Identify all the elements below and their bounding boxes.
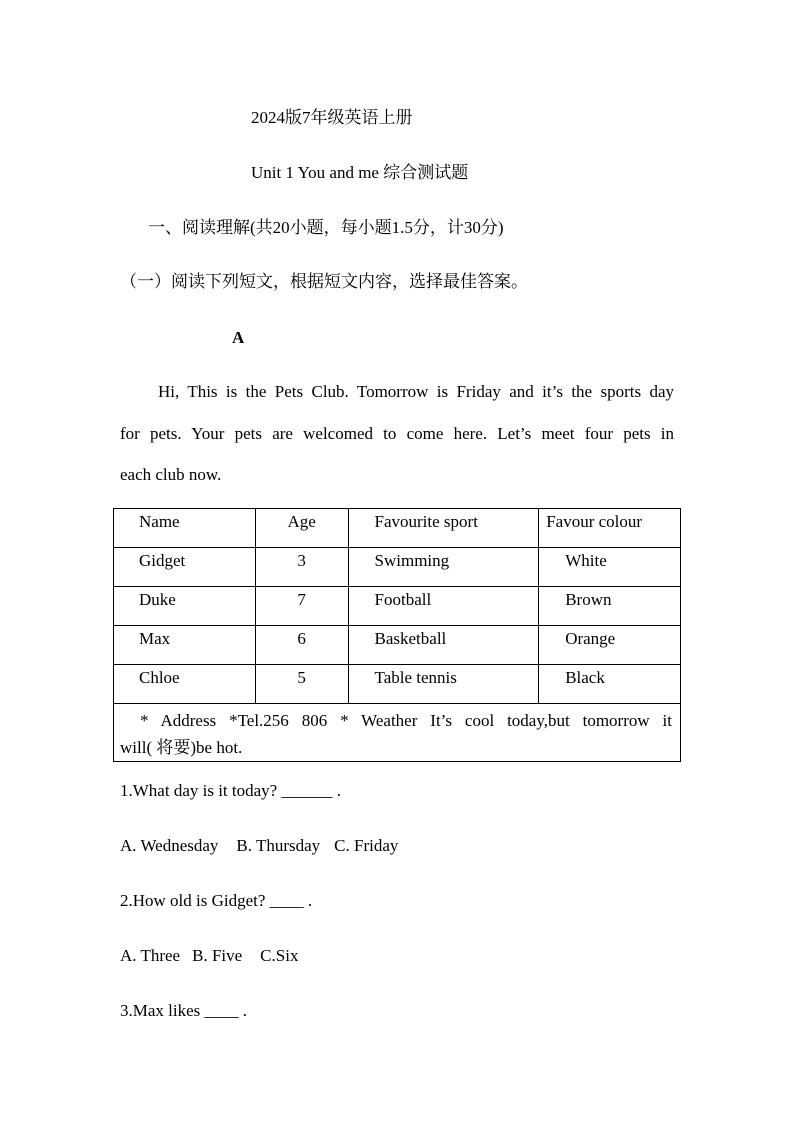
pet-name-cell: Gidget	[139, 551, 186, 570]
passage-line: Hi, This is the Pets Club. Tomorrow is Friday and it’s the sports day	[158, 382, 674, 401]
pet-colour-cell: Orange	[565, 629, 616, 648]
passage-label: A	[232, 328, 245, 347]
notes-line: will( 将要)be hot.	[120, 738, 243, 757]
table-notes-row	[114, 704, 681, 762]
question-1: 1.What day is it today? ______ .	[120, 781, 341, 800]
pet-age-cell: 3	[297, 551, 306, 570]
pet-name-cell: Duke	[139, 590, 176, 609]
section-heading: 一、阅读理解(共20小题，每小题1.5分，计30分)	[148, 218, 504, 237]
table-row	[114, 587, 681, 626]
column-header-colour: Favour colour	[546, 512, 643, 531]
table-header-row	[114, 509, 681, 548]
option-a: A. Three	[120, 946, 181, 965]
pet-colour-cell: Black	[565, 668, 605, 687]
pet-age-cell: 7	[297, 590, 306, 609]
document-subtitle: Unit 1 You and me 综合测试题	[251, 163, 469, 182]
passage-line: for pets. Your pets are welcomed to come here. Let’s meet four pets in	[120, 424, 674, 443]
pet-colour-cell: White	[565, 551, 607, 570]
section-instructions: （一）阅读下列短文，根据短文内容，选择最佳答案。	[120, 272, 528, 291]
option-c: C.Six	[260, 946, 299, 965]
pet-colour-cell: Brown	[565, 590, 612, 609]
question-2: 2.How old is Gidget? ____ .	[120, 891, 313, 910]
question-1-options	[120, 836, 398, 856]
table-notes	[114, 704, 680, 761]
option-b: B. Five	[192, 946, 243, 965]
table-row	[114, 665, 681, 704]
table-row	[114, 626, 681, 665]
passage-line: each club now.	[120, 465, 222, 484]
column-header-name: Name	[139, 512, 180, 531]
option-b: B. Thursday	[236, 836, 321, 855]
option-a: A. Wednesday	[120, 836, 219, 855]
pet-sport-cell: Table tennis	[374, 668, 457, 687]
pets-table	[113, 508, 681, 762]
pet-age-cell: 5	[297, 668, 306, 687]
pet-sport-cell: Basketball	[374, 629, 447, 648]
pet-name-cell: Max	[139, 629, 171, 648]
pet-name-cell: Chloe	[139, 668, 180, 687]
pet-sport-cell: Swimming	[374, 551, 450, 570]
document-title: 2024版7年级英语上册	[251, 108, 413, 127]
table-row	[114, 548, 681, 587]
pet-sport-cell: Football	[374, 590, 432, 609]
column-header-sport: Favourite sport	[374, 512, 478, 531]
column-header-age: Age	[287, 512, 316, 531]
question-3: 3.Max likes ____ .	[120, 1001, 248, 1020]
option-c: C. Friday	[334, 836, 399, 855]
pet-age-cell: 6	[297, 629, 306, 648]
question-2-options	[120, 946, 298, 966]
notes-line: * Address *Tel.256 806 * Weather It’s cool today,but tomorrow it	[140, 711, 672, 730]
